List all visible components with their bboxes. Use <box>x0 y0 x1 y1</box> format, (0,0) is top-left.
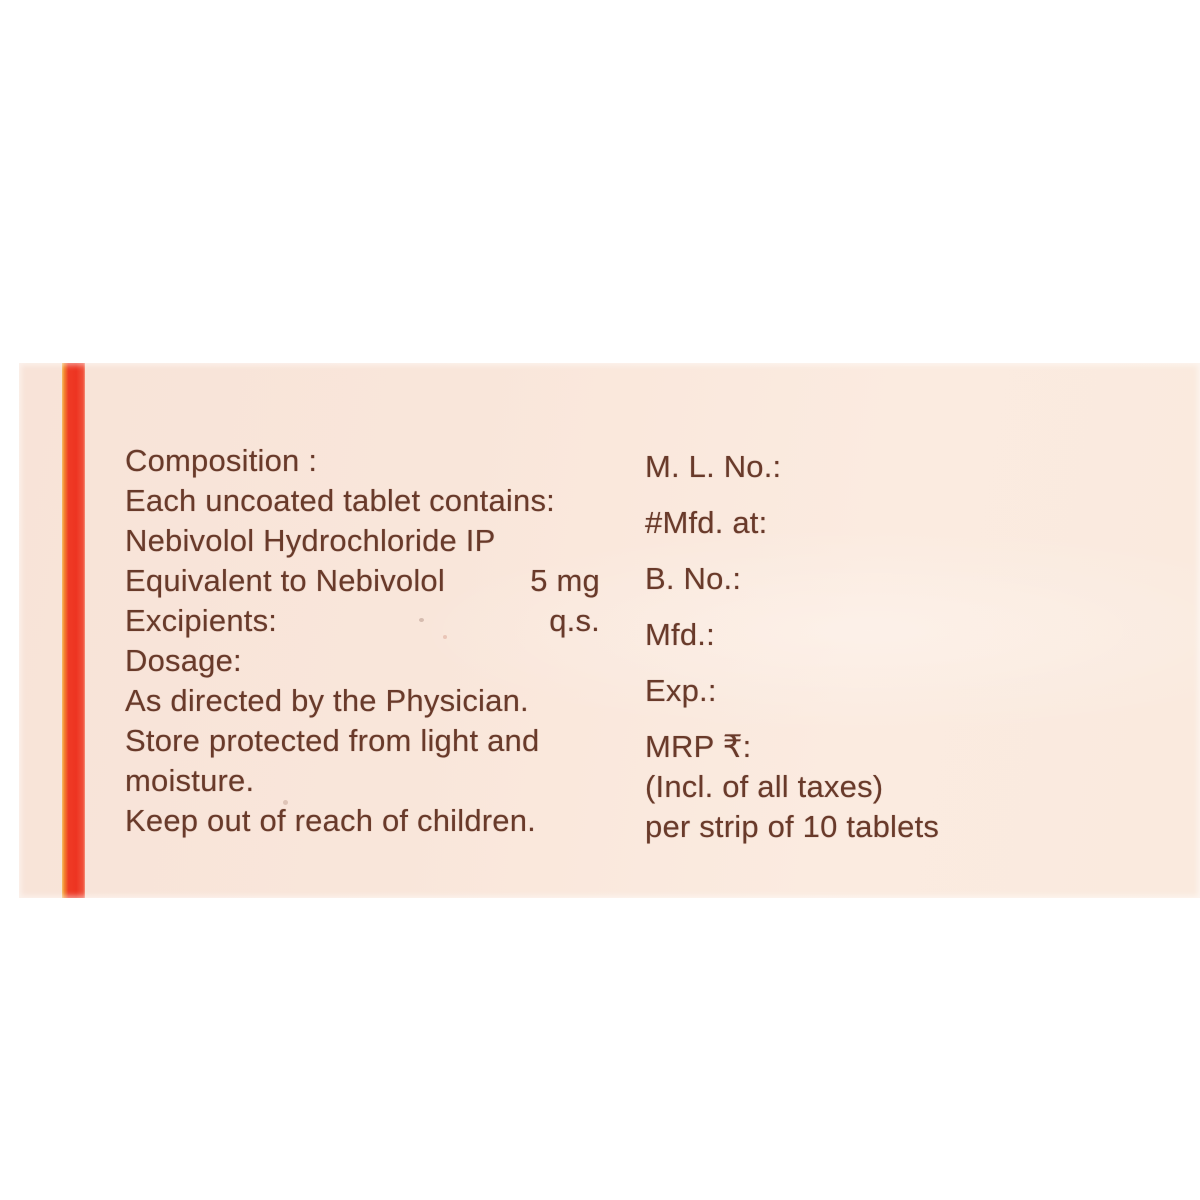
equivalent-row <box>125 561 600 601</box>
excipients-value: q.s. <box>549 603 600 638</box>
dosage-heading: Dosage: <box>125 643 242 678</box>
mrp-label: MRP ₹: <box>645 729 752 764</box>
carton-back-panel <box>19 363 1200 898</box>
ml-no-label: M. L. No.: <box>645 449 782 484</box>
storage-line3: Keep out of reach of children. <box>125 803 536 838</box>
mrp-note-taxes: (Incl. of all taxes) <box>645 769 884 804</box>
equivalent-label: Equivalent to Nebivolol <box>125 563 445 598</box>
storage-line1: Store protected from light and <box>125 723 540 758</box>
excipients-row <box>125 601 600 641</box>
composition-ingredient: Nebivolol Hydrochloride IP <box>125 523 496 558</box>
red-stripe <box>62 363 85 898</box>
composition-contains: Each uncoated tablet contains: <box>125 483 555 518</box>
dosage-text: As directed by the Physician. <box>125 683 529 718</box>
equivalent-value: 5 mg <box>530 563 600 598</box>
storage-line2: moisture. <box>125 763 255 798</box>
composition-column <box>125 441 600 841</box>
b-no-label: B. No.: <box>645 561 742 596</box>
mrp-note-strip: per strip of 10 tablets <box>645 809 940 844</box>
batch-info-column <box>645 447 1065 847</box>
composition-heading: Composition : <box>125 443 318 478</box>
mfd-label: Mfd.: <box>645 617 715 652</box>
exp-label: Exp.: <box>645 673 717 708</box>
mfd-at-label: #Mfd. at: <box>645 505 768 540</box>
excipients-label: Excipients: <box>125 603 278 638</box>
